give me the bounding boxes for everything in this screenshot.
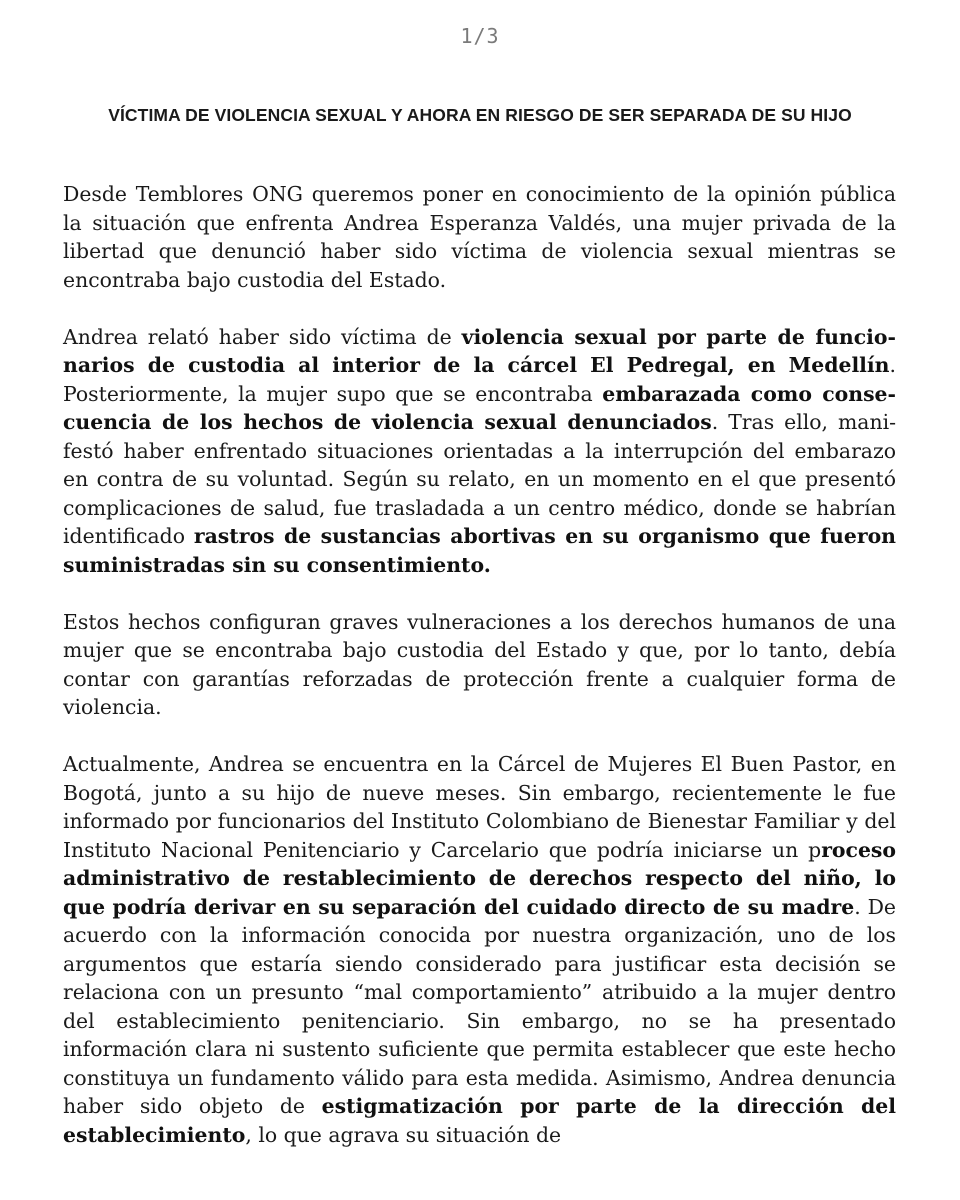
text-run: Andrea relató haber sido víctima de (63, 324, 462, 349)
text-run: Actualmente, Andrea se encuentra en la Cárcel de Mujeres El Buen Pastor, en Bogotá, junto a su hijo de nueve meses. Sin embargo, recientemente le fue informado por funcionarios del Instituto Colombiano de Bienestar Familiar y del Instituto Nacional Penitenciario y Carcelario que podría iniciarse un p (63, 752, 896, 862)
paragraph-current-situation (63, 750, 896, 1149)
document-body (63, 180, 896, 1178)
text-run: . Posteriormente, la mujer supo que se encontraba (63, 353, 896, 406)
paragraph-rights-violation (63, 608, 896, 722)
text-run: . De acuerdo con la información conocida por nuestra organización, uno de los argumentos que estaría siendo considerado para justificar esta decisión se relaciona con un presunto “mal comportamiento” atribuido a la mujer dentro del establecimiento penitenciario. Sin embargo, no se ha presentado información clara ni sustento suficiente que permita establecer que este hecho constituya un fundamento válido para esta medida. Asimismo, Andrea denuncia haber sido objeto de (63, 894, 896, 1118)
text-run: . Tras ello, manifestó haber enfrentado situaciones orientadas a la interrupción del embarazo en contra de su voluntad. Según su relato, en un momento en el que presentó complicaciones de salud, fue trasladada a un centro médico, donde se habrían identificado (63, 410, 896, 548)
document-title: VÍCTIMA DE VIOLENCIA SEXUAL Y AHORA EN RIESGO DE SER SEPARADA DE SU HIJO (108, 105, 852, 125)
paragraph-testimony (63, 323, 896, 580)
text-run: Desde Temblores ONG queremos poner en conocimiento de la opinión pública la situación que enfrenta Andrea Esperanza Valdés, una mujer privada de la libertad que denunció haber sido víctima de violencia sexual mientras se encontraba bajo custodia del Estado. (63, 182, 896, 292)
emphasized-text: estigmatización por parte de la dirección del establecimiento (63, 1094, 896, 1147)
emphasized-text: violencia sexual por parte de funcionarios de custodia al interior de la cárcel El Pedregal, en Medellín (63, 324, 896, 377)
emphasized-text: rastros de sustancias abortivas en su organismo que fueron suministradas sin su consentimiento. (63, 524, 896, 577)
emphasized-text: roceso administrativo de restablecimiento de derechos respecto del niño, lo que podría derivar en su separación del cuidado directo de su madre (63, 837, 896, 919)
paragraph-intro (63, 180, 896, 294)
text-run: , lo que agrava su situación de (245, 1122, 562, 1147)
page-indicator: 1/3 (460, 24, 500, 48)
emphasized-text: embarazada como consecuencia de los hechos de violencia sexual denunciados (63, 381, 896, 434)
text-run: Estos hechos configuran graves vulneraciones a los derechos humanos de una mujer que se encontraba bajo custodia del Estado y que, por lo tanto, debía contar con garantías reforzadas de protección frente a cualquier forma de violencia. (63, 609, 896, 719)
